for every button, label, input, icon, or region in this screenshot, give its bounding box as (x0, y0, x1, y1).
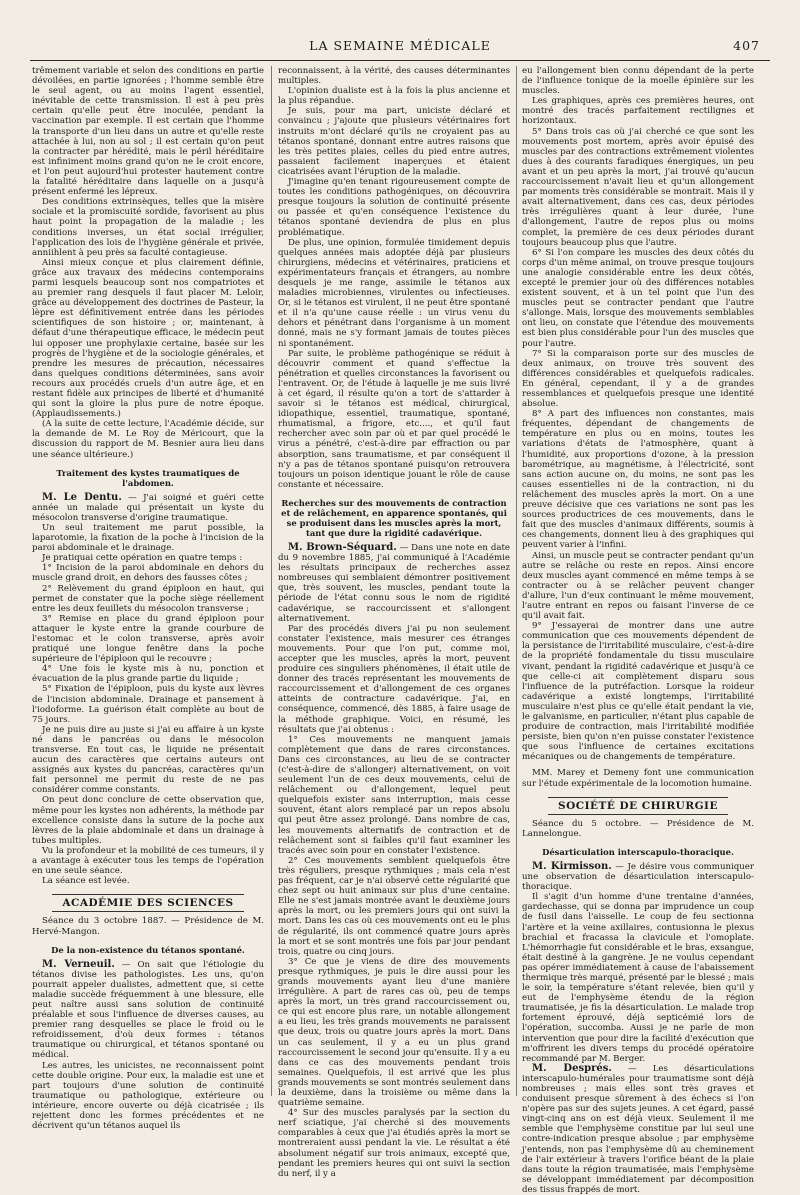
paragraph: De plus, une opinion, formulée timidement depuis quelques années mais adoptée déjà par plusieurs chirurgiens, médecins et vétérinaires, praticiens et expérimentateurs français et étrangers, au nombre desquels je me range, assimile le tétanos aux maladies microbiennes, virulentes ou infectieuses. Or, si le tétanos est virulent, il ne peut être spontané et il n'a qu'une cause réelle : un virus venu du dehors et pénétrant dans l'organisme à un moment donné, mais ne s'y formant jamais de toutes pièces ni spontanément. (278, 237, 510, 349)
speaker-name: M. Verneuil. (42, 958, 115, 970)
paragraph: 9° J'essayerai de montrer dans une autre communication que ces mouvements dépendent de la persistance de l'irritabilité musculaire, c'est-à-dire de la propriété fondamentale du tissu musculaire vivant, pendant la rigidité cadavérique et jusqu'à ce que celle-ci ait complètement disparu sous l'influence de la putréfaction. Lorsque la roideur cadavérique a existé longtemps, l'irritabilité musculaire n'est plus ce qu'elle était pendant la vie, le galvanisme, en particulier, n'étant plus capable de produire de contraction, mais l'irritabilité modifiée persiste, bien qu'on n'en puisse constater l'existence que sous l'influence de certaines excitations mécaniques ou de changements de température. (522, 621, 754, 763)
section-banner (522, 797, 754, 815)
paragraph: 2° Relèvement du grand épiploon en haut, qui permet de constater que la poche siège réellement entre les deux feuillets du mésocolon transverse ; (32, 583, 264, 614)
paragraph: 4° Une fois le kyste mis à nu, ponction et évacuation de la plus grande partie du liquide ; (32, 664, 264, 685)
paragraph: Je pratiquai cette opération en quatre temps : (42, 553, 243, 564)
column-1 (32, 66, 264, 1132)
article-heading: Désarticulation interscapulo-thoracique. (542, 846, 734, 857)
speaker-name: M. Le Dentu. (42, 491, 122, 503)
paragraph: reconnaissent, à la vérité, des causes déterminantes multiples. (278, 66, 510, 87)
column-divider (271, 66, 272, 1096)
column-2 (278, 66, 510, 1179)
paragraph: (A la suite de cette lecture, l'Académie décide, sur la demande de M. Le Roy de Méricourt, que la discussion du rapport de M. Besnier aura lieu dans une séance ultérieure.) (32, 419, 264, 460)
section-title: SOCIÉTÉ DE CHIRURGIE (548, 797, 728, 815)
paragraph: 3° Remise en place du grand épiploon pour attaquer le kyste entre la grande courbure de l'estomac et le colon transverse, après avoir pratiqué une longue fenêtre dans la poche supérieure de l'épiploon qui le recouvre ; (32, 613, 264, 665)
article-heading: De la non-existence du tétanos spontané. (51, 944, 245, 955)
column-3 (522, 66, 755, 1195)
paragraph: 7° Si la comparaison porte sur des muscles de deux animaux, on trouve très souvent des différences considérables et quelquefois radicales. En général, cependant, il y a de grandes ressemblances et quelquefois presque une identité absolue. (522, 348, 754, 410)
paragraph: 6° Si l'on compare les muscles des deux côtés du corps d'un même animal, on trouve presque toujours une analogie considérable entre les deux côtés, excepté le premier jour où des différences notables existent souvent, et à un tel point que l'un des muscles peut se contracter pendant que l'autre s'allonge. Mais, lorsque des mouvements semblables ont lieu, on constate que l'étendue des mouvements est bien plus considérable pour l'un des muscles que pour l'autre. (522, 247, 754, 349)
session-info: Séance du 3 octobre 1887. — Présidence de M. Hervé-Mangon. (32, 916, 264, 937)
paragraph: Des conditions extrinsèques, telles que la misère sociale et la promiscuité sordide, favorisent au plus haut point la propagation de la maladie ; les conditions inverses, un état social irrégulier, l'application des lois de l'hygiène générale et privée, anniihlent à peu près sa faculté contagieuse. (32, 197, 264, 258)
paragraph: Il s'agit d'un homme d'une trentaine d'années, gardechasse, qui se donna par imprudence un coup de fusil dans l'aisselle. Le coup de feu sectionna l'artère et la veine axillaires, contusionna le plexus brachial et fracassa la clavicule et l'omoplate. L'hémorrhagie fut considérable et le bras, exsangue, était destiné à la gangrène. Je ne voulus cependant pas opérer immédiatement à cause de l'abaissement thermique très marqué, présenté par le blessé ; mais le soir, la température s'étant relevée, bien qu'il y eut de l'emphysème étendu de la région traumatisée, je fis la désarticulation. Le malade trop fortement éprouvé, déjà septicémié lors de l'opération, succomba. Aussi je ne parle de mon intervention que pour dire la facilité d'exécution que m'offrirent les divers temps du procédé opératoire recommandé par M. Berger. (522, 892, 754, 1064)
page-header (40, 38, 760, 56)
paragraph: 5° Dans trois cas où j'ai cherché ce que sont les mouvements post mortem, après avoir épuisé des muscles par des contractions extrêmement violentes dues à des courants faradiques énergiques, un peu avant et un peu après la mort, j'ai trouvé qu'aucun raccourcissement n'avait lieu et qu'un allongement par moments très considérable se montrait. Mais il y avait alternativement, dans ces cas, deux périodes très irrégulières quant à leur durée, l'une d'allongement, l'autre de repos plus ou moins complet, la première de ces deux périodes durant toujours beaucoup plus que l'autre. (522, 126, 754, 248)
paragraph: 4° Sur des muscles paralysés par la section du nerf sciatique, j'ai cherché si des mouvements comparables à ceux que j'ai étudiés après la mort se montreraient aussi pendant la vie. Le résultat a été absolument négatif sur trois animaux, excepté que, pendant les premiers heures qui ont suivi la section du nerf, il y a (278, 1108, 510, 1179)
journal-title: LA SEMAINE MÉDICALE (309, 38, 491, 53)
paragraph: 8° A part des influences non constantes, mais fréquentes, dépendant de changements de température en plus ou en moins, toutes les variations d'états de l'atmosphère, quant à l'humidité, aux proportions d'ozone, à la pression barométrique, au magnétisme, à l'électricité, sont sans action aucune on, du moins, ne sont pas les causes essentielles ni de la contraction, ni du relâchement des muscles après la mort. On a une preuve décisive que ces variations ne sont pas les sources productrices de ces mouvements, dans le fait que des muscles d'animaux différents, soumis à ces changements, donnent lieu à des graphiques qui peuvent varier à l'infini. (522, 409, 754, 551)
speaker-text: — Dans une note en date du 9 novembre 1885, j'ai communiqué à l'Académie les résultats principaux de recherches assez nombreuses qui semblaient démontrer positivement que, très souvent, les muscles, pendant toute la période de l'état connu sous le nom de rigidité cadavérique, se raccourcissent et s'allongent alternativement. (278, 542, 510, 624)
page-number: 407 (733, 38, 760, 53)
paragraph: Par des procédés divers j'ai pu non seulement constater l'existence, mais mesurer ces étranges mouvements. Pour que l'on put, comme moi, accepter que les muscles, après la mort, peuvent produire ces singuliers phénomènes, il était utile de donner des tracés représentant les mouvements de raccourcissement et d'allongement de ces organes atteints de contracture cadavérique. J'ai, en conséquence, commencé, dès 1885, à faire usage de la méthode graphique. Voici, en résumé, les résultats que j'ai obtenus : (278, 623, 510, 735)
speaker-name: M. Després. (532, 1062, 612, 1074)
paragraph: Vu la profondeur et la mobilité de ces tumeurs, il y a avantage à exécuter tous les temps de l'opération en une seule séance. (32, 845, 264, 877)
paragraph (278, 543, 510, 624)
speaker-text: — Je désire vous communiquer une observation de désarticulation interscapulo-thoracique. (522, 861, 755, 893)
article-heading: Recherches sur des mouvements de contraction et de relâchement, en apparence spontanés, qui se produisent dans les muscles après la mort, tant que dure la rigidité cadavérique. (281, 497, 507, 538)
paragraph: 1° Incision de la paroi abdominale en dehors du muscle grand droit, en dehors des fausses côtes ; (32, 563, 264, 584)
paragraph: On peut donc conclure de cette observation que, même pour les kystes non adhérents, la méthode par excellence consiste dans la suture de la poche aux lèvres de la plaie abdominale et dans un drainage à tubes multiples. (32, 795, 264, 846)
paragraph: L'opinion dualiste est à la fois la plus ancienne et la plus répandue. (278, 86, 510, 107)
paragraph: Les graphiques, après ces premières heures, ont montré des tracés parfaitement rectilignes et horizontaux. (522, 96, 754, 127)
paragraph: Les autres, les unicistes, ne reconnaissent point cette double origine. Pour eux, la maladie est une et part toujours d'une solution de continuité traumatique ou pathologique, extérieure ou intérieure, encore ouverte ou déjà cicatrisée ; ils rejettent donc les formes précédentes et ne décrivent qu'un tétanos auquel ils (32, 1060, 264, 1132)
paragraph: Je suis, pour ma part, uniciste déclaré et convaincu ; j'ajoute que plusieurs vétérinaires fort instruits m'ont déclaré qu'ils ne croyaient pas au tétanos spontané, donnant entre autres raisons que les très petites plaies, celles du pied entre autres, passaient facilement inaperçues et étaient cicatrisées avant l'éruption de la maladie. (278, 106, 510, 177)
section-title: ACADÉMIE DES SCIENCES (52, 894, 243, 912)
paragraph: La séance est levée. (42, 876, 130, 887)
speaker-name: M. Kirmisson. (532, 860, 612, 872)
column-divider (516, 66, 517, 1096)
speaker-text: — Les désarticulations interscapulo-humérales pour traumatisme sont déjà nombreuses ; mais elles sont très graves et conduisent presque sûrement à des échecs si l'on n'opère pas sur des sujets jeunes. A cet égard, passé vingt-cinq ans on est déjà vieux. Seulement il me semble que l'emphysème constitue par lui seul une contre-indication presque absolue ; par emphysème j'entends, non pas l'emphysème dû au cheminement de l'air extérieur à travers l'orifice béant de la plaie dans toute la région traumatisée, mais l'emphysème se développant immédiatement par décomposition des tissus frappés de mort. (522, 1063, 755, 1195)
paragraph (32, 960, 264, 1061)
article-heading: Traitement des kystes traumatiques de l'abdomen. (56, 467, 240, 488)
paragraph: Un seul traitement me parut possible, la laparotomie, la fixation de la poche à l'incision de la paroi abdominale et le drainage. (32, 522, 264, 554)
paragraph: J'imagine qu'en tenant rigoureusement compte de toutes les conditions pathogéniques, on découvrira presque toujours la solution de continuité présente ou passée et qu'en conséquence l'existence du tétanos spontané deviendra de plus en plus problématique. (278, 177, 510, 238)
paragraph: eu l'allongement bien connu dépendant de la perte de l'influence tonique de la moelle épinière sur les muscles. (522, 66, 754, 97)
paragraph: 5° Fixation de l'épiploon, puis du kyste aux lèvres de l'incision abdominale. Drainage et pansement à l'iodoforme. La guérison était complète au bout de 75 jours. (32, 684, 264, 725)
speaker-text: — J'ai soigné et guéri cette année un malade qui présentait un kyste du mésocolon transverse d'origine traumatique. (32, 492, 264, 523)
paragraph: MM. Marey et Demeny font une communication sur l'étude expérimentale de la locomotion humaine. (522, 768, 754, 789)
paragraph: Ainsi, un muscle peut se contracter pendant qu'un autre se relâche ou reste en repos. Ainsi encore deux muscles ayant commencé en même temps à se contracter ou à se relâcher peuvent changer d'allure, l'un d'eux continuant le même mouvement, l'autre entrant en repos ou faisant l'inverse de ce qu'il avait fait. (522, 550, 754, 622)
section-banner (32, 894, 264, 912)
paragraph: trêmement variable et selon des conditions en partie dévoilées, en partie ignorées ; l'homme semble être le seul agent, ou au moins l'agent essentiel, inévitable de cette transmission. Il est à peu près certain qu'elle peut être inoculée, pendant la vaccination par exemple. Il est certain que l'homme la transporte d'un lieu dans un autre et qu'elle reste attachée à lui, non au sol ; il est certain qu'on peut la contracter par hérédité, mais le péril héréditaire est infiniment moins grand qu'on ne le croit encore, et l'on peut aujourd'hui protester hautement contre la fatalité héréditaire dans laquelle on a jusqu'à présent enfermé les lépreux. (32, 66, 264, 198)
header-rule (30, 60, 770, 61)
speaker-text: — On sait que l'étiologie du tétanos divise les pathologistes. Les uns, qu'on pourrait appeler dualistes, admettent que, si cette maladie succède fréquemment à une blessure, elle peut naître aussi sans solution de continuité préalable et sous l'influence de diverses causes, au premier rang desquelles se place le froid ou le refroidissement, d'où deux formes : tétanos traumatique ou chirurgical, et tétanos spontané ou médical. (32, 959, 264, 1061)
paragraph (32, 493, 264, 523)
paragraph: Par suite, le problème pathogénique se réduit à découvrir comment et quand s'effectue la pénétration et quelles circonstances la favorisent ou l'entravent. Or, de l'étude à laquelle je me suis livré à cet égard, il résulte qu'on a tort de s'attarder à savoir si le tétanos est médical, chirurgical, idiopathique, essentiel, traumatique, spontané, rhumatismal, a frigore, etc...., et qu'il faut rechercher avec soin par où et par quel procédé le virus a pénétré, c'est-à-dire par effraction ou par absorption, sans traumatisme, et par conséquent il n'y a pas de tétanos spontané puisqu'on retrouvera toujours un poison identique jouant le rôle de cause constante et nécessaire. (278, 348, 510, 490)
paragraph: 3° Ce que je viens de dire des mouvements presque rythmiques, je puis le dire aussi pour les grands mouvements ayant lieu d'une manière irrégulière. A part de rares cas où, peu de temps après la mort, un très grand raccourcissement ou, ce qui est encore plus rare, un notable allongement a eu lieu, les très grands mouvements ne paraissent que deux, trois ou quatre jours après la mort. Dans un cas seulement, il y a eu un plus grand raccourcissement le second jour qu'ensuite. Il y a eu dans ce cas des mouvements pendant trois semaines. Quelquefois, il est arrivé que les plus grands mouvements se sont montrés seulement dans la deuxième, dans la troisième ou même dans la quatrième semaine. (278, 956, 510, 1109)
speaker-name: M. Brown-Séquard. (288, 541, 397, 553)
paragraph: 1° Ces mouvements ne manquent jamais complètement que dans de rares circonstances. Dans ces circonstances, au lieu de se contracter (c'est-à-dire de s'allonger) alternativement, on voit seulement l'un de ces deux mouvements, celui de relâchement ou d'allongement, lequel peut quelquefois exister sans interruption, mais cesse souvent, étant alors remplacé par un repos absolu qui peut être assez prolongé. Dans nombre de cas, les mouvements alternatifs de contraction et de relâchement sont si faibles qu'il faut examiner les tracés avec soin pour en constater l'existence. (278, 734, 510, 856)
paragraph: Ainsi mieux conçue et plus clairement définie, grâce aux travaux des médecins contemporains parmi lesquels beaucoup sont nos compatriotes et au premier rang desquels il faut placer M. Leloir, grâce au développement des doctrines de Pasteur, la lèpre est définitivement entrée dans les périodes scientifiques de son histoire ; or, maintenant, à défaut d'une thérapeutique efficace, le médecin peut lui opposer une prophylaxie certaine, basée sur les progrès de l'hygiène et de la sociologie générales, et prendre les mesures de précaution, nécessaires dans quelques conditions déterminées, sans avoir recours aux procédés cruels d'un autre âge, et en restant fidèle aux principes de liberté et d'humanité qui sont la gloire la plus pure de notre époque. (Applaudissements.) (32, 257, 264, 420)
session-info: Séance du 5 octobre. — Présidence de M. Lannelongue. (522, 818, 754, 839)
paragraph: 2° Ces mouvements semblent quelquefois être très réguliers, presque rythmiques ; mais cela n'est pas fréquent, car je n'ai observé cette régularité que chez sept ou huit animaux sur plus d'une centaine. Elle ne s'est jamais montrée avant le deuxième jours après la mort, ou les premiers jours qui ont suivi la mort. Dans les cas où ces mouvements ont eu le plus de régularité, ils ont commencé quatre jours après la mort et se sont montrés une fois par jour pendant trois, quatre ou cinq jours. (278, 855, 510, 957)
paragraph (522, 1064, 754, 1195)
paragraph (522, 862, 754, 892)
paragraph: Je ne puis dire au juste si j'ai eu affaire à un kyste né dans le pancréas ou dans le mésocolon transverse. En tout cas, le liquide ne présentait aucun des caractères que certains auteurs ont assignés aux kystes du pancréas, caractères qu'un fait personnel me permit du reste de ne pas considérer comme constants. (32, 724, 264, 796)
